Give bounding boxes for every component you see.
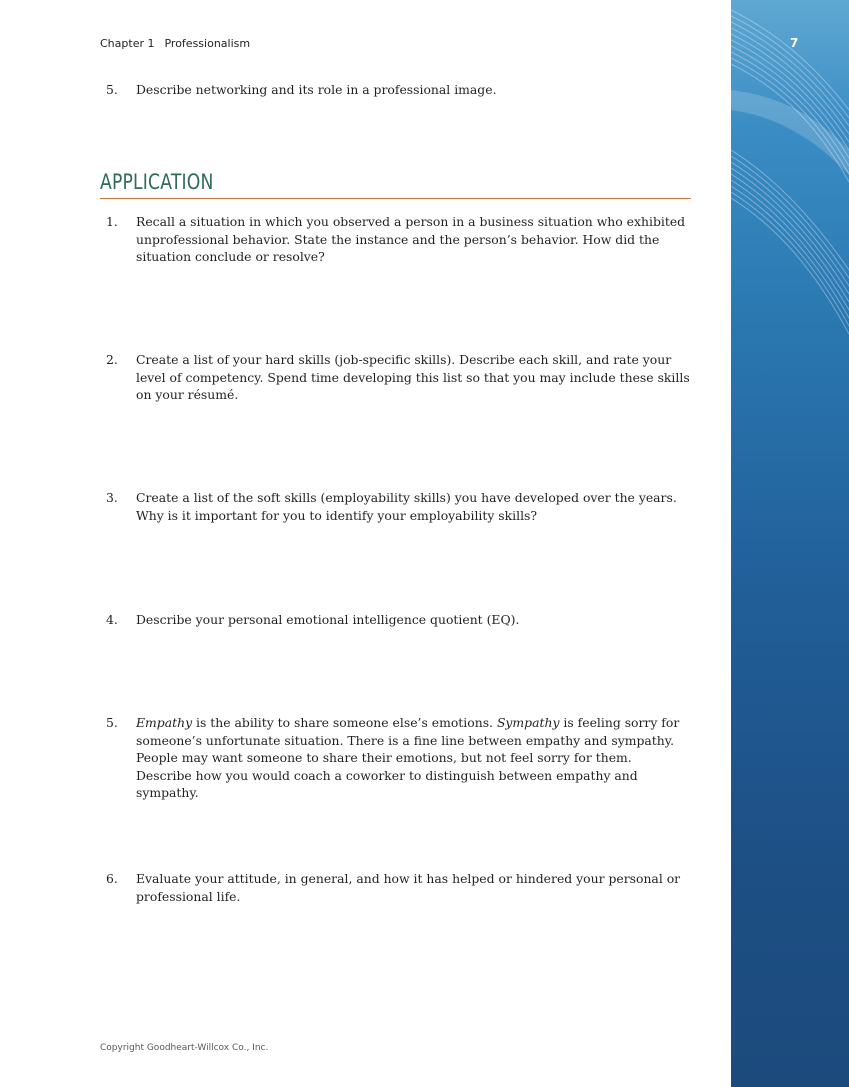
item-text: Create a list of your hard skills (job-specific skills). Describe each skill, and rate your level of competency. Spend time developing this list so that you may include these skills on your résumé. <box>136 352 690 402</box>
term-sympathy: Sympathy <box>496 715 560 730</box>
item-text-part: is the ability to share someone else’s emotions. <box>192 715 497 730</box>
heading-rule <box>100 198 691 199</box>
item-text: Describe networking and its role in a professional image. <box>136 82 497 97</box>
item-text: Create a list of the soft skills (employability skills) you have developed over the years. Why is it important for you to identify your employability skills? <box>136 490 677 523</box>
item-number: 1. <box>106 214 118 229</box>
wave-pattern-graphic <box>731 0 849 1087</box>
item-number: 3. <box>106 490 118 505</box>
list-item <box>100 81 690 99</box>
item-text: Evaluate your attitude, in general, and how it has helped or hindered your personal or professional life. <box>136 871 681 904</box>
page-number: 7 <box>790 36 799 50</box>
item-text: Describe your personal emotional intelligence quotient (EQ). <box>136 612 520 627</box>
list-item <box>100 870 690 905</box>
decorative-sidebar <box>731 0 849 1087</box>
item-number: 2. <box>106 352 118 367</box>
item-text: Recall a situation in which you observed a person in a business situation who exhibited unprofessional behavior. State the instance and the person’s behavior. How did the situation conclude or resolve? <box>136 214 686 264</box>
list-item <box>100 489 690 524</box>
item-text <box>136 714 690 802</box>
item-number: 4. <box>106 612 118 627</box>
item-number: 5. <box>106 715 118 730</box>
item-number: 6. <box>106 871 118 886</box>
term-empathy: Empathy <box>136 715 193 730</box>
running-header <box>100 37 250 50</box>
item-number: 5. <box>106 82 118 97</box>
section-heading: APPLICATION <box>100 170 214 194</box>
list-item <box>100 611 690 629</box>
copyright-footer: Copyright Goodheart-Willcox Co., Inc. <box>100 1043 269 1053</box>
list-item <box>100 714 690 802</box>
chapter-label: Chapter 1 <box>100 37 155 50</box>
chapter-title: Professionalism <box>164 37 251 50</box>
list-item <box>100 351 690 404</box>
list-item <box>100 213 690 266</box>
item-text-part: is feeling sorry for someone’s unfortunate situation. There is a fine line between empathy and sympathy. People may want someone to share their emotions, but not feel sorry for them. Describe how you would coach a coworker to distinguish between empathy and sympathy. <box>136 715 680 800</box>
